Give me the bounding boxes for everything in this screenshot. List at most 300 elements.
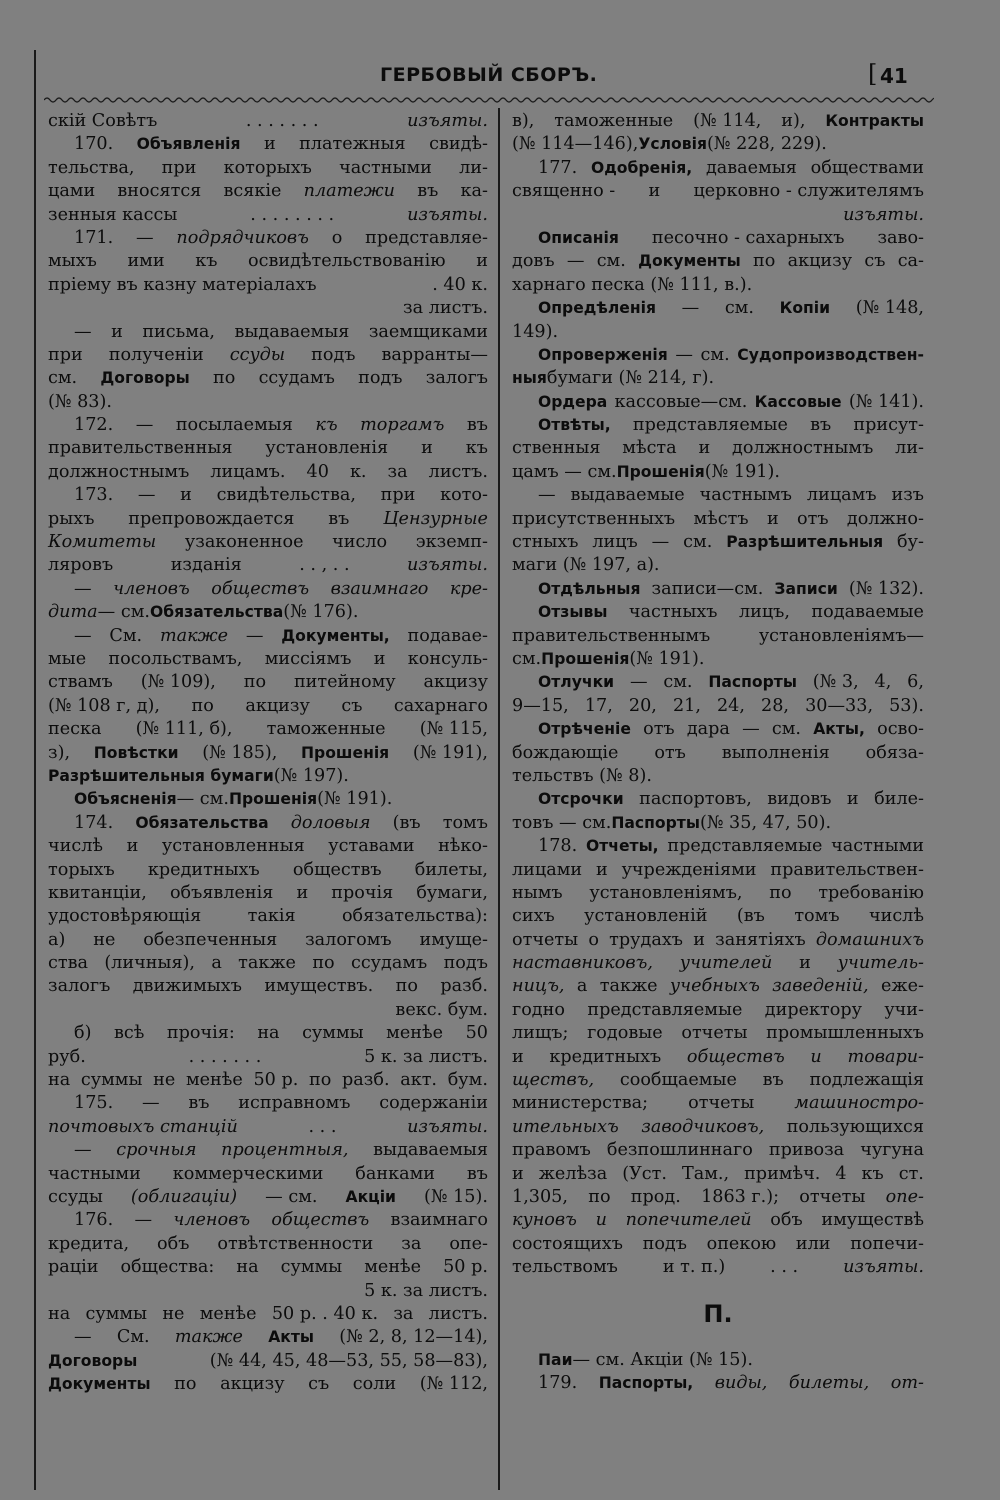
text-line: [48, 367, 488, 390]
italic-word: изъяты.: [407, 1116, 488, 1137]
headword: Паспорты,: [598, 1374, 694, 1393]
word: биле-: [874, 789, 924, 810]
word: менѣе: [199, 1303, 257, 1324]
text-line: [48, 321, 488, 344]
word: билеты,: [414, 859, 488, 880]
word: за листъ.: [403, 298, 488, 319]
word: нымъ: [512, 882, 563, 903]
text-line: [48, 671, 488, 694]
text-line: [48, 110, 488, 133]
word: —: [629, 672, 648, 693]
word: при: [380, 485, 416, 506]
italic-word: машиностро-: [794, 1093, 924, 1114]
word: присут-: [853, 415, 924, 436]
word: состоящихъ: [512, 1233, 623, 1254]
word: к.: [349, 461, 367, 482]
word: узаконенное: [184, 532, 304, 553]
word: рыхъ: [48, 508, 95, 529]
italic-word: торгамъ: [360, 415, 445, 436]
text-line: [512, 601, 924, 624]
headword: Отчеты,: [585, 837, 659, 856]
word: и: [421, 438, 433, 459]
section-letter: П.: [703, 1299, 733, 1328]
text-line: [512, 1256, 924, 1279]
word: къ: [861, 1163, 884, 1184]
text-line: [48, 1022, 488, 1045]
text-line: [48, 718, 488, 741]
word: 179.: [538, 1373, 578, 1394]
word: соли: [352, 1374, 397, 1395]
word: (въ: [392, 812, 421, 833]
italic-word: попечителей: [625, 1210, 752, 1231]
word: представляемые: [587, 999, 743, 1020]
text-line: [512, 1139, 924, 1162]
word: правительствен-: [770, 859, 924, 880]
italic-word: обществъ: [211, 578, 310, 599]
word: 172.: [74, 415, 114, 436]
word: взаимнаго: [390, 1210, 488, 1231]
word: 20,: [628, 695, 657, 716]
word: въ: [188, 1093, 210, 1114]
headword: Объявленія: [136, 135, 241, 154]
right-column: [512, 110, 924, 1396]
text-line: [512, 788, 924, 811]
word: мые: [48, 648, 87, 669]
italic-word: куновъ: [512, 1210, 577, 1231]
word: и: [512, 1046, 524, 1067]
word: присутственныхъ: [512, 508, 676, 529]
word: отвѣтственности: [217, 1233, 374, 1254]
word: за: [393, 1303, 414, 1324]
italic-word: платежи: [303, 181, 396, 202]
word: опекою: [706, 1233, 777, 1254]
word: акцизу: [787, 251, 853, 272]
running-header: [34, 60, 938, 94]
text-line: [512, 414, 924, 437]
word: лицами: [512, 859, 583, 880]
headword: Судопроизводствен-: [737, 345, 924, 364]
word: са-: [897, 251, 924, 272]
word: товъ — см.: [512, 812, 612, 833]
word: 173.: [74, 485, 114, 506]
word: томъ: [442, 812, 488, 833]
word: дара: [686, 719, 730, 740]
word: мыхъ: [48, 251, 97, 272]
word: миссіямъ: [264, 648, 352, 669]
headword: Договоры: [100, 369, 190, 388]
word: 9—15,: [512, 695, 569, 716]
word: см.: [512, 648, 542, 669]
word: трудахъ: [609, 929, 683, 950]
headword: Повѣстки: [93, 743, 179, 762]
word: акт.: [400, 1070, 438, 1091]
word: исправномъ: [238, 1093, 351, 1114]
word: . . . . . . .: [245, 111, 319, 131]
word: на: [48, 1070, 71, 1091]
word: листъ.: [428, 461, 488, 482]
running-title: ГЕРБОВЫЙ СБОРЪ.: [380, 64, 598, 86]
italic-word: ссуды: [229, 344, 286, 365]
italic-word: (облигаціи): [130, 1186, 238, 1207]
word: пріему въ казну матеріалахъ: [48, 274, 317, 295]
word: прочія: [331, 882, 394, 903]
text-line: [512, 204, 924, 227]
word: имуществѣ: [821, 1210, 924, 1231]
word: къ: [195, 251, 218, 272]
word: опе-: [449, 1233, 488, 1254]
section-gap: [512, 1337, 924, 1349]
word: а: [211, 953, 222, 974]
word: чугуна: [860, 1140, 924, 1161]
word: въ: [466, 415, 488, 436]
word: тельства,: [48, 157, 135, 178]
text-line: [48, 204, 488, 227]
word: отъ: [654, 742, 686, 763]
headword: Прошенія: [228, 790, 318, 809]
word: 28,: [761, 695, 790, 716]
word: и: [698, 438, 711, 459]
word: въ: [810, 415, 832, 436]
word: песочно - сахарныхъ: [651, 227, 845, 248]
word: руб.: [48, 1046, 86, 1067]
word: при: [48, 344, 83, 365]
text-line: [48, 1209, 488, 1232]
word: заво-: [877, 227, 924, 248]
text-line: [512, 929, 924, 952]
word: и: [766, 508, 779, 529]
word: (№ 114—146),: [512, 134, 639, 155]
word: еже-: [880, 976, 924, 997]
word: . . .: [308, 1116, 337, 1137]
word: къ: [465, 438, 488, 459]
text-line: [512, 321, 924, 344]
word: привоза: [768, 1140, 845, 1161]
headword: Акты,: [813, 720, 865, 739]
italic-word: ницъ,: [512, 976, 565, 997]
word: лицъ: [592, 532, 638, 553]
text-line: [512, 718, 924, 741]
word: —: [74, 625, 92, 646]
word: подъ: [358, 368, 403, 389]
word: 171.: [74, 227, 114, 248]
word: 5 к. за листъ.: [364, 1280, 488, 1301]
italic-word: изъяты.: [407, 111, 488, 131]
word: 50 р.: [253, 1070, 299, 1091]
word: 4: [835, 1163, 847, 1184]
text-line: [48, 952, 488, 975]
headword: Копіи: [779, 299, 831, 318]
text-line: [512, 508, 924, 531]
text-line: [512, 1022, 924, 1045]
word: (№ 191).: [317, 789, 393, 810]
word: —: [141, 1093, 160, 1114]
word: также: [238, 953, 296, 974]
headword: Обязательства: [135, 813, 269, 832]
text-line: [512, 1163, 924, 1186]
word: 178.: [538, 836, 578, 857]
italic-word: кре-: [449, 578, 488, 599]
word: . 40 к.: [432, 274, 488, 295]
word: прод.: [630, 1186, 681, 1207]
word: священно -: [512, 181, 616, 202]
text-line: [48, 765, 488, 788]
word: (№ 191),: [412, 742, 488, 763]
text-line: [48, 1046, 488, 1069]
word: освидѣтельствованію: [248, 251, 446, 272]
text-line: [512, 227, 924, 250]
word: обезпеченныя: [143, 929, 278, 950]
headword: ныя: [512, 369, 547, 388]
text-line: [48, 578, 488, 601]
word: 53).: [889, 695, 924, 716]
left-column: [48, 110, 488, 1396]
text-line: [48, 695, 488, 718]
word: экземп-: [415, 532, 488, 553]
word: питейному: [293, 672, 396, 693]
word: по: [395, 976, 418, 997]
word: министерства;: [512, 1093, 649, 1114]
word: (въ: [736, 906, 765, 927]
word: суммы: [302, 1023, 364, 1044]
word: имуще-: [419, 929, 488, 950]
word: установленія: [265, 438, 389, 459]
word: — см. Акціи (№ 15).: [572, 1349, 753, 1370]
word: (№ 109),: [140, 672, 216, 693]
italic-word: изъяты.: [843, 1257, 924, 1278]
word: 50: [465, 1023, 488, 1044]
word: зенныя кассы: [48, 204, 178, 225]
word: см.: [771, 719, 802, 740]
word: —: [681, 298, 700, 319]
word: и: [263, 134, 276, 155]
word: установленіямъ—: [758, 625, 924, 646]
word: и: [512, 1163, 524, 1184]
text-line: [512, 999, 924, 1022]
italic-word: почтовыхъ станцій: [48, 1116, 238, 1137]
word: бу-: [897, 532, 924, 553]
text-line: [48, 133, 488, 156]
word: по: [191, 695, 214, 716]
word: бумаги (№ 214, г).: [546, 368, 715, 389]
text-line: [48, 625, 488, 648]
word: менѣе: [364, 1257, 422, 1278]
word: лицамъ.: [210, 461, 286, 482]
word: ли-: [459, 157, 488, 178]
italic-word: —: [74, 1140, 92, 1161]
headword: Акціи: [345, 1187, 396, 1206]
word: подавае-: [407, 625, 488, 646]
word: —: [245, 625, 264, 646]
word: таможенные: [554, 111, 674, 131]
word: (№ 228, 229).: [706, 134, 827, 155]
italic-word: наставниковъ,: [512, 953, 653, 974]
word: 149).: [512, 321, 559, 342]
word: (№ 44, 45, 48—53, 55, 58—83),: [209, 1350, 488, 1371]
word: сихъ: [512, 906, 555, 927]
word: промышленныхъ: [766, 1023, 924, 1044]
word: представляемые: [667, 836, 823, 857]
word: (№ 132).: [848, 578, 924, 599]
word: ссудамъ: [350, 953, 428, 974]
headword: Разрѣшительныя бумаги: [48, 766, 274, 785]
word: выполненія: [721, 742, 830, 763]
headword: Документы: [48, 1375, 151, 1394]
word: суммы: [280, 1257, 343, 1278]
word: 24,: [716, 695, 745, 716]
word: таможенные: [266, 719, 386, 740]
headword: Обязательства: [149, 603, 284, 622]
italic-word: учебныхъ: [669, 976, 760, 997]
word: песка: [48, 719, 102, 740]
word: въ: [762, 1070, 784, 1091]
word: прочія:: [166, 1023, 235, 1044]
word: —: [136, 227, 154, 248]
word: банками: [355, 1163, 435, 1184]
word: (№ 148,: [855, 298, 924, 319]
headword: Паи: [538, 1350, 573, 1369]
word: подаваемые: [811, 602, 924, 623]
word: (№ 114,: [693, 111, 762, 131]
headword: Отрѣченіе: [538, 720, 631, 739]
text-line: [512, 1372, 924, 1395]
text-line: [512, 882, 924, 905]
word: свидѣ-: [429, 134, 488, 155]
italic-word: учителей: [679, 953, 773, 974]
word: записи—см.: [651, 578, 764, 599]
word: примѣч.: [744, 1163, 821, 1184]
word: всякіе: [223, 181, 282, 202]
text-line: [48, 531, 488, 554]
text-line: [512, 905, 924, 928]
word: менѣе: [185, 1070, 243, 1091]
word: общества:: [120, 1257, 215, 1278]
word: за: [401, 1233, 422, 1254]
word: ляровъ: [48, 555, 114, 576]
word: ства: [48, 953, 88, 974]
italic-word: опе-: [885, 1186, 924, 1207]
headword: Одобренія,: [590, 158, 693, 177]
headword: Условія: [638, 135, 707, 154]
text-line: [48, 882, 488, 905]
word: . . . . . . .: [188, 1046, 262, 1067]
text-line: [48, 1116, 488, 1139]
text-line: [512, 671, 924, 694]
italic-word: изъяты.: [407, 204, 488, 225]
text-line: [512, 812, 924, 835]
word: желѣза: [538, 1163, 608, 1184]
word: маги (№ 197, а).: [512, 555, 660, 576]
headword: Отзывы: [538, 603, 608, 622]
text-line: [512, 952, 924, 975]
header-bracket: [: [868, 60, 878, 88]
word: частными: [339, 157, 432, 178]
word: ствамъ: [48, 672, 113, 693]
word: в),: [512, 111, 535, 131]
word: не: [93, 929, 116, 950]
word: ст.: [898, 1163, 924, 1184]
word: правительственныя: [48, 438, 233, 459]
headword: Описанія: [538, 228, 619, 247]
word: частнымъ: [699, 485, 792, 506]
text-line: [512, 1069, 924, 1092]
word: акцизу: [423, 672, 488, 693]
italic-word: также: [174, 1327, 243, 1348]
word: —: [74, 1327, 92, 1348]
text-line: [48, 742, 488, 765]
text-line: [512, 1233, 924, 1256]
word: по: [752, 251, 776, 272]
word: суммы: [85, 1303, 148, 1324]
word: сахарнаго: [393, 695, 488, 716]
text-line: [512, 859, 924, 882]
text-line: [512, 625, 924, 648]
word: на: [48, 1303, 71, 1324]
word: обществъ: [292, 859, 382, 880]
word: посылаемыя: [175, 415, 293, 436]
word: отчеты: [799, 1186, 866, 1207]
word: подъ: [443, 953, 488, 974]
text-line: [512, 648, 924, 671]
word: и: [111, 321, 123, 342]
word: удостовѣряющія: [48, 906, 202, 927]
italic-word: Цензурные: [383, 508, 488, 529]
italic-word: заводчиковъ,: [641, 1116, 765, 1137]
word: отъ: [797, 508, 829, 529]
word: (№ 112,: [419, 1374, 488, 1395]
word: имуществъ.: [264, 976, 374, 997]
word: безпошлиннаго: [606, 1140, 753, 1161]
word: цамъ — см.: [512, 461, 617, 482]
text-line: [48, 157, 488, 180]
headword: Кассовые: [754, 392, 842, 411]
word: подъ: [311, 344, 356, 365]
word: 1863 г.);: [701, 1186, 780, 1207]
text-line: [48, 297, 488, 320]
text-line: [48, 859, 488, 882]
word: б): [74, 1023, 92, 1044]
word: полученіи: [108, 344, 204, 365]
text-line: [48, 1303, 488, 1326]
headword: Прошенія: [301, 743, 390, 762]
word: должностнымъ: [732, 438, 874, 459]
word: —: [135, 415, 154, 436]
word: (№ 191).: [629, 648, 705, 669]
word: съ: [864, 251, 886, 272]
word: по: [312, 953, 335, 974]
word: частными: [48, 1163, 141, 1184]
word: лицъ,: [738, 602, 790, 623]
word: и),: [781, 111, 806, 131]
text-line: [48, 788, 488, 811]
word: 170.: [74, 134, 114, 155]
word: суммы: [80, 1070, 143, 1091]
word: объ: [157, 1233, 190, 1254]
text-line: [512, 1046, 924, 1069]
word: число: [332, 532, 388, 553]
headword: Акты: [268, 1328, 315, 1347]
italic-word: взаимнаго: [330, 578, 429, 599]
text-line: [512, 297, 924, 320]
word: (личныя),: [104, 953, 195, 974]
word: паспортовъ,: [639, 789, 752, 810]
text-line: [512, 461, 924, 484]
word: также: [599, 976, 658, 997]
text-line: [48, 437, 488, 460]
word: 21,: [672, 695, 701, 716]
italic-word: и: [595, 1210, 607, 1231]
italic-word: дита: [48, 602, 98, 623]
book-page: [34, 50, 938, 1490]
